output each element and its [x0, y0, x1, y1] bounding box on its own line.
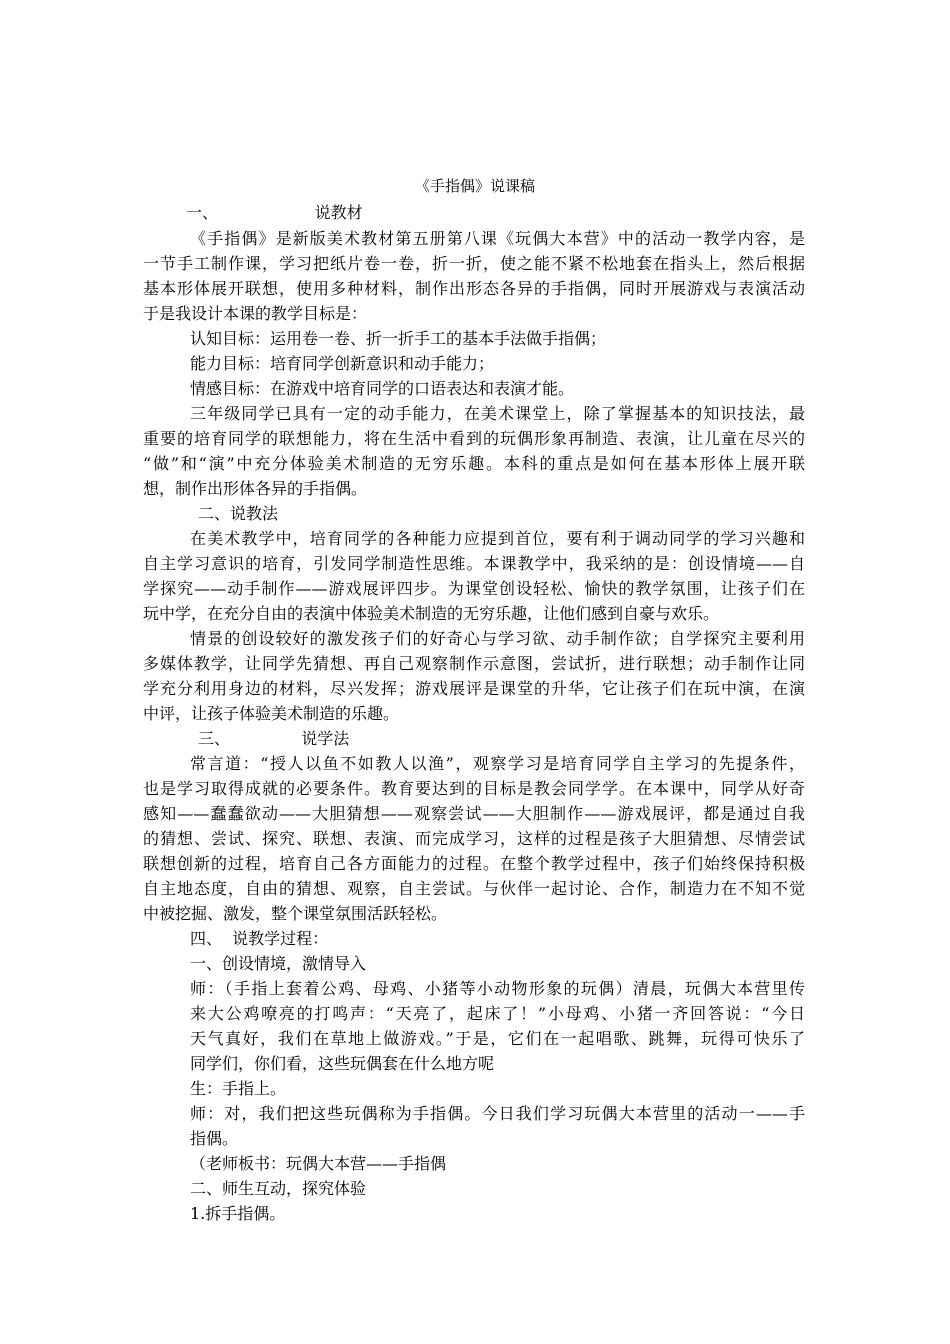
- document-title: 《手指偶》说课稿: [414, 177, 535, 195]
- paragraph-line: 情景的创设较好的激发孩子们的好奇心与学习欲、动手制作欲；自学探究主要利用: [190, 629, 805, 648]
- paragraph-line: 生：手指上。: [190, 1079, 287, 1098]
- paragraph-line: （老师板书：玩偶大本营——手指偶: [190, 1154, 447, 1173]
- paragraph-line: 联想创新的过程，培育自己各方面能力的过程。在整个教学过程中，孩子们始终保持积极: [143, 854, 805, 873]
- paragraph-line: 的猜想、尝试、探究、联想、表演、而完成学习，这样的过程是孩子大胆猜想、尽情尝试: [143, 829, 805, 848]
- paragraph-line: 重要的培育同学的联想能力，将在生活中看到的玩偶形象再制造、表演，让儿童在尽兴的: [143, 429, 805, 448]
- paragraph-line: 学探究——动手制作——游戏展评四步。为课堂创设轻松、愉快的教学氛围，让孩子们在: [143, 579, 805, 598]
- paragraph-line: 中被挖掘、激发，整个课堂氛围活跃轻松。: [143, 904, 448, 923]
- paragraph-line: 师：（手指上套着公鸡、母鸡、小猪等小动物形象的玩偶）清晨，玩偶大本营里传: [190, 979, 805, 998]
- paragraph-line: 指偶。: [190, 1129, 239, 1148]
- paragraph-line: 感知——蠢蠢欲动——大胆猜想——观察尝试——大胆制作——游戏展评，都是通过自我: [143, 804, 805, 823]
- paragraph-line: 多媒体教学，让同学先猜想、再自己观察制作示意图，尝试折，进行联想；动手制作让同: [143, 654, 805, 673]
- subsection-heading: 一、创设情境，激情导入: [190, 954, 367, 973]
- paragraph-line: 《手指偶》是新版美术教材第五册第八课《玩偶大本营》中的活动一教学内容，是: [190, 229, 805, 248]
- paragraph-line: 一节手工制作课，学习把纸片卷一卷，折一折，使之能不紧不松地套在指头上，然后根据: [143, 254, 805, 273]
- paragraph-line: 来大公鸡嘹亮的打鸣声：“天亮了，起床了！”小母鸡、小猪一齐回答说：“今日: [190, 1004, 805, 1023]
- section-heading-3: 三、 说学法: [198, 729, 350, 748]
- paragraph-line: 于是我设计本课的教学目标是：: [143, 304, 368, 323]
- list-item: 1.拆手指偶。: [190, 1204, 286, 1223]
- paragraph-line: 自主学习意识的培育，引发同学制造性思维。本课教学中，我采纳的是：创设情境——自: [143, 554, 805, 573]
- section-heading-2: 二、说教法: [198, 504, 279, 523]
- paragraph-line: 天气真好，我们在草地上做游戏。”于是，它们在一起唱歌、跳舞，玩得可快乐了: [190, 1029, 805, 1048]
- paragraph-line: 认知目标：运用卷一卷、折一折手工的基本手法做手指偶；: [190, 329, 607, 348]
- paragraph-line: 中评，让孩子体验美术制造的乐趣。: [143, 704, 400, 723]
- paragraph-line: 常言道：“授人以鱼不如教人以渔”，观察学习是培育同学自主学习的先提条件，: [190, 754, 805, 773]
- section-heading-1: 一、 说教材: [186, 203, 363, 222]
- paragraph-line: 基本形体展开联想，使用多种材料，制作出形态各异的手指偶，同时开展游戏与表演活动: [143, 279, 805, 298]
- paragraph-line: 想，制作出形体各异的手指偶。: [143, 479, 368, 498]
- paragraph-line: 能力目标：培育同学创新意识和动手能力；: [190, 354, 495, 373]
- paragraph-line: 也是学习取得成就的必要条件。教育要达到的目标是教会同学学。在本课中，同学从好奇: [143, 779, 805, 798]
- paragraph-line: “做”和“演”中充分体验美术制造的无穷乐趣。本科的重点是如何在基本形体上展开联: [143, 454, 805, 473]
- section-heading-4: 四、 说教学过程：: [190, 929, 329, 948]
- paragraph-line: 师：对，我们把这些玩偶称为手指偶。今日我们学习玩偶大本营里的活动一——手: [190, 1104, 805, 1123]
- paragraph-line: 同学们，你们看，这些玩偶套在什么地方呢: [190, 1054, 495, 1073]
- paragraph-line: 在美术教学中，培育同学的各种能力应提到首位，要有利于调动同学的学习兴趣和: [190, 529, 805, 548]
- paragraph-line: 玩中学，在充分自由的表演中体验美术制造的无穷乐趣，让他们感到自豪与欢乐。: [143, 604, 720, 623]
- paragraph-line: 情感目标：在游戏中培育同学的口语表达和表演才能。: [190, 379, 575, 398]
- paragraph-line: 学充分利用身边的材料，尽兴发挥；游戏展评是课堂的升华，它让孩子们在玩中演，在演: [143, 679, 805, 698]
- paragraph-line: 自主地态度，自由的猜想、观察，自主尝试。与伙伴一起讨论、合作，制造力在不知不觉: [143, 879, 805, 898]
- subsection-heading: 二、师生互动，探究体验: [190, 1179, 367, 1198]
- paragraph-line: 三年级同学已具有一定的动手能力，在美术课堂上，除了掌握基本的知识技法，最: [190, 404, 805, 423]
